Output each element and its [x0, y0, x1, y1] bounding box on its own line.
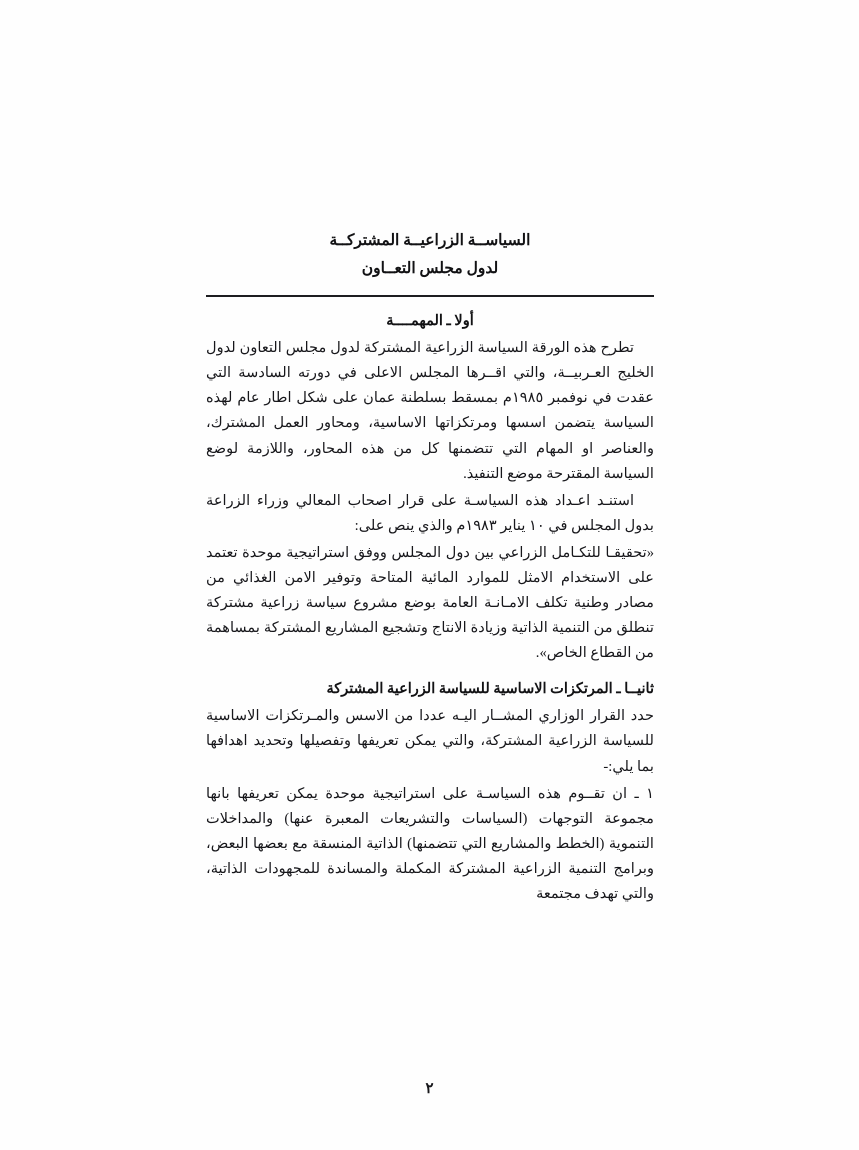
document-title-block	[206, 228, 654, 281]
paragraph: استنـد اعـداد هذه السياسـة على قرار اصحاب المعالي وزراء الزراعة بدول المجلس في ١٠ يناير ١٩٨٣م والذي ينص على:	[206, 492, 654, 534]
page-subtitle: لدول مجلس التعــاون	[361, 259, 499, 277]
page-title: السياســة الزراعيــة المشتركــة	[329, 232, 531, 249]
page-number: ٢	[425, 1081, 434, 1097]
paragraph: تطرح هذه الورقة السياسة الزراعية المشتركة لدول مجلس التعاون لدول الخليج العـربيــة، والتي اقــرها المجلس الاعلى في دورته السادسة التي عقدت في نوفمبر ١٩٨٥م بمسقط بسلطنة عمان على شكل اطار عام لهذه السياسة يتضمن اسسها ومرتكزاتها الاساسية، ومحاور العمل المشترك، والعناصر او المهام التي تتضمنها كل من هذه المحاور، واللازمة لوضع السياسة المقترحة موضع التنفيذ.	[206, 340, 655, 482]
section-spacer	[206, 668, 654, 681]
document-body	[206, 228, 654, 907]
title-divider	[206, 295, 654, 297]
list-item-marker: ١ ـ	[634, 785, 654, 802]
section-heading-second: ثانيــا ـ المرتكزات الاساسية للسياسة الزراعية المشتركة	[326, 681, 654, 698]
paragraph: حدد القرار الوزاري المشــار اليـه عددا من الاسس والمـرتكزات الاساسية للسياسة الزراعية المشتركة، والتي يمكن تعريفها وتفصيلها وتحديد اهدافها بما يلي:-	[206, 708, 654, 775]
paragraph-quote: «تحقيقـا للتكـامل الزراعي بين دول المجلس ووفق استراتيجية موحدة تعتمد على الاستخدام الامثل للموارد المائية المتاحة وتوفير الامن الغذائي من مصادر وطنية تكلف الامـانـة العامة بوضع مشروع سياسة زراعية مشتركة تنطلق من التنمية الذاتية وزيادة الانتاج وتشجيع المشاريع المشتركة بمساهمة من القطاع الخاص».	[206, 544, 654, 662]
list-item	[206, 782, 654, 907]
list-item-text: ان تقــوم هذه السياسـة على استراتيجية موحدة يمكن تعريفها بانها مجموعة التوجهات (السياسات والتشريعات المعبرة عنها) والمداخلات التنموية (الخطط والمشاريع التي تتضمنها) الذاتية المنسقة مع بعضها البعض، وبرامج التنمية الزراعية المشتركة المكملة والمساندة للمجهودات الذاتية، والتي تهدف مجتمعة	[206, 785, 654, 902]
section-heading-first: أولا ـ المهمــــة	[386, 313, 474, 330]
